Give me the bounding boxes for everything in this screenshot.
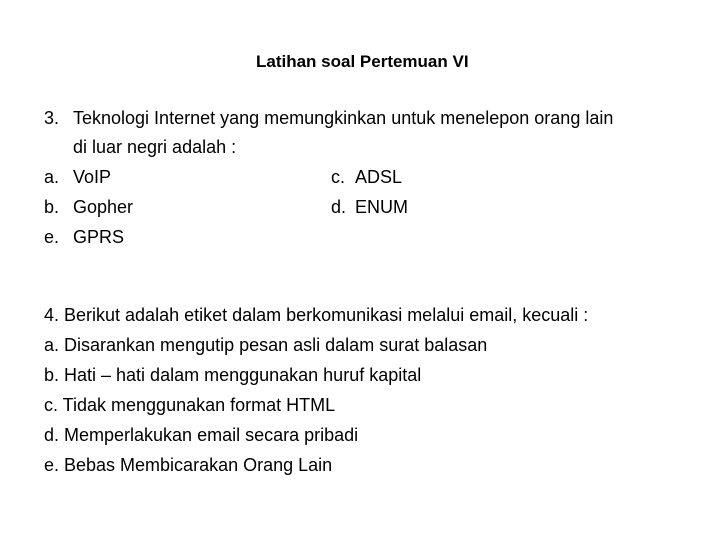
question-3-number: 3.	[44, 108, 60, 128]
q3-option-d-letter: d.	[331, 197, 347, 217]
q3-option-e-letter: e.	[44, 227, 60, 247]
q3-option-c-text: ADSL	[355, 167, 403, 187]
slide-title: Latihan soal Pertemuan VI	[256, 52, 469, 71]
q4-option-d: d. Memperlakukan email secara pribadi	[44, 425, 359, 445]
q3-option-a-text: VoIP	[73, 167, 112, 187]
question-3-text-line2: di luar negri adalah :	[73, 137, 237, 157]
q3-option-d-text: ENUM	[355, 197, 408, 217]
q4-option-b: b. Hati – hati dalam menggunakan huruf kapital	[44, 365, 422, 385]
q3-option-a-letter: a.	[44, 167, 60, 187]
q4-option-c: c. Tidak menggunakan format HTML	[44, 395, 336, 415]
question-3-text-line1: Teknologi Internet yang memungkinkan untuk menelepon orang lain	[73, 108, 614, 128]
q3-option-c-letter: c.	[331, 167, 346, 187]
q3-option-b-letter: b.	[44, 197, 60, 217]
q4-option-a: a. Disarankan mengutip pesan asli dalam surat balasan	[44, 335, 488, 355]
q3-option-b-text: Gopher	[73, 197, 134, 217]
q4-option-e: e. Bebas Membicarakan Orang Lain	[44, 455, 333, 475]
question-4-text: 4. Berikut adalah etiket dalam berkomunikasi melalui email, kecuali :	[44, 305, 589, 325]
q3-option-e-text: GPRS	[73, 227, 125, 247]
